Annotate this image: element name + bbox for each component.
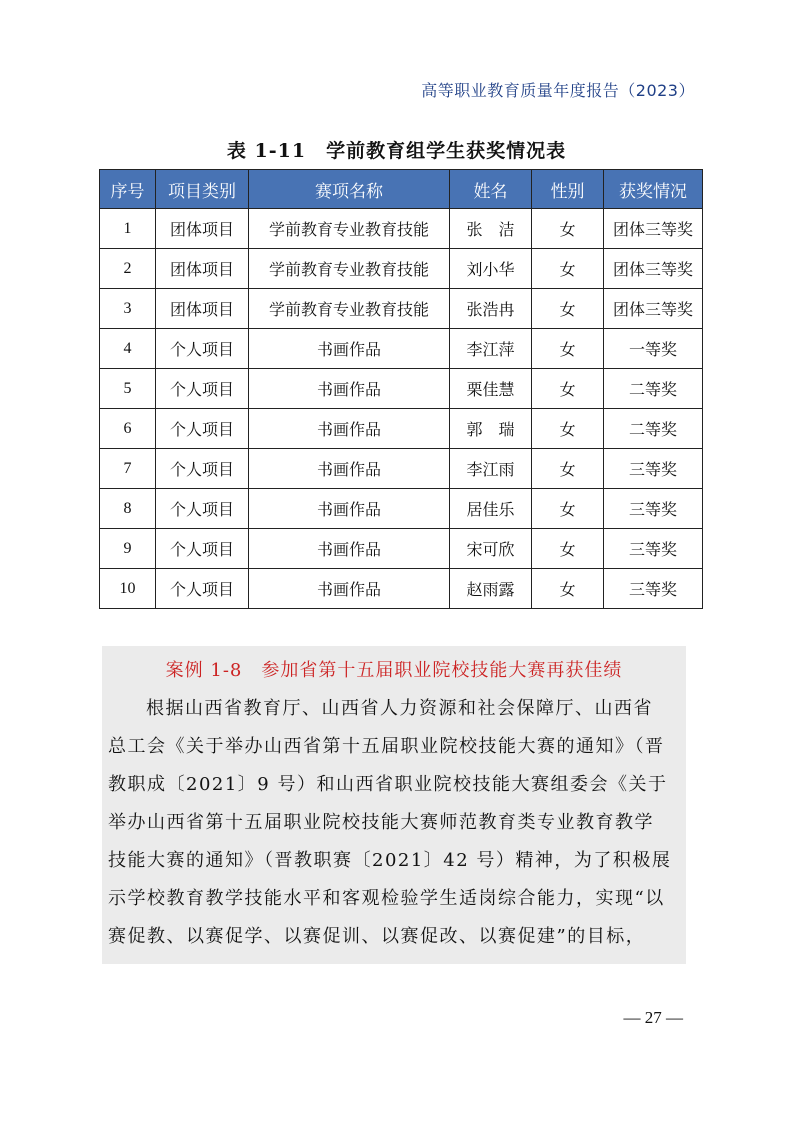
cell-event: 学前教育专业教育技能 — [249, 289, 450, 329]
cell-award: 二等奖 — [604, 369, 703, 409]
col-header-no: 序号 — [100, 170, 156, 209]
cell-event: 书画作品 — [249, 449, 450, 489]
cell-event: 学前教育专业教育技能 — [249, 209, 450, 249]
col-header-name: 姓名 — [450, 170, 532, 209]
awards-table — [99, 169, 703, 609]
cell-category: 个人项目 — [156, 449, 249, 489]
table-header-row — [100, 170, 703, 209]
col-header-category: 项目类别 — [156, 170, 249, 209]
cell-event: 书画作品 — [249, 369, 450, 409]
cell-category: 个人项目 — [156, 529, 249, 569]
cell-award: 二等奖 — [604, 409, 703, 449]
cell-no: 4 — [100, 329, 156, 369]
cell-category: 个人项目 — [156, 369, 249, 409]
cell-event: 学前教育专业教育技能 — [249, 249, 450, 289]
table-row — [100, 489, 703, 529]
cell-gender: 女 — [532, 249, 604, 289]
cell-no: 2 — [100, 249, 156, 289]
running-header: 高等职业教育质量年度报告（2023） — [421, 81, 695, 100]
cell-category: 个人项目 — [156, 489, 249, 529]
cell-name: 居佳乐 — [450, 489, 532, 529]
cell-name: 宋可欣 — [450, 529, 532, 569]
cell-award: 一等奖 — [604, 329, 703, 369]
cell-award: 三等奖 — [604, 569, 703, 609]
case-paragraph-line: 根据山西省教育厅、山西省人力资源和社会保障厅、山西省 — [146, 698, 653, 719]
cell-name: 张浩冉 — [450, 289, 532, 329]
case-paragraph-line: 总工会《关于举办山西省第十五届职业院校技能大赛的通知》（晋 — [108, 736, 665, 757]
cell-gender: 女 — [532, 569, 604, 609]
cell-no: 6 — [100, 409, 156, 449]
cell-gender: 女 — [532, 369, 604, 409]
cell-name: 张 洁 — [450, 209, 532, 249]
page-number: — 27 — — [623, 1008, 683, 1027]
cell-category: 团体项目 — [156, 289, 249, 329]
case-title: 案例 1-8 参加省第十五届职业院校技能大赛再获佳绩 — [165, 660, 623, 681]
case-paragraph-line: 教职成〔2021〕9 号）和山西省职业院校技能大赛组委会《关于 — [108, 774, 668, 795]
table-title: 表 1-11 学前教育组学生获奖情况表 — [226, 140, 567, 162]
case-paragraph-line: 技能大赛的通知》（晋教职赛〔2021〕42 号）精神，为了积极展 — [108, 850, 672, 871]
cell-name: 赵雨露 — [450, 569, 532, 609]
table-row — [100, 289, 703, 329]
cell-event: 书画作品 — [249, 409, 450, 449]
cell-gender: 女 — [532, 289, 604, 329]
cell-category: 团体项目 — [156, 209, 249, 249]
table-row — [100, 569, 703, 609]
table-row — [100, 449, 703, 489]
cell-event: 书画作品 — [249, 329, 450, 369]
cell-no: 3 — [100, 289, 156, 329]
cell-no: 7 — [100, 449, 156, 489]
cell-gender: 女 — [532, 209, 604, 249]
cell-gender: 女 — [532, 329, 604, 369]
cell-award: 三等奖 — [604, 449, 703, 489]
cell-gender: 女 — [532, 529, 604, 569]
table-body — [100, 209, 703, 609]
cell-name: 郭 瑞 — [450, 409, 532, 449]
cell-award: 团体三等奖 — [604, 209, 703, 249]
cell-event: 书画作品 — [249, 529, 450, 569]
cell-no: 10 — [100, 569, 156, 609]
table-row — [100, 249, 703, 289]
cell-no: 9 — [100, 529, 156, 569]
cell-name: 李江萍 — [450, 329, 532, 369]
col-header-award: 获奖情况 — [604, 170, 703, 209]
cell-event: 书画作品 — [249, 569, 450, 609]
case-paragraph-line: 示学校教育教学技能水平和客观检验学生适岗综合能力，实现“以 — [108, 888, 665, 909]
cell-gender: 女 — [532, 489, 604, 529]
cell-category: 个人项目 — [156, 569, 249, 609]
cell-event: 书画作品 — [249, 489, 450, 529]
table-row — [100, 409, 703, 449]
cell-gender: 女 — [532, 409, 604, 449]
cell-award: 团体三等奖 — [604, 249, 703, 289]
table-row — [100, 329, 703, 369]
cell-no: 5 — [100, 369, 156, 409]
cell-award: 团体三等奖 — [604, 289, 703, 329]
cell-category: 团体项目 — [156, 249, 249, 289]
col-header-event: 赛项名称 — [249, 170, 450, 209]
table-row — [100, 369, 703, 409]
cell-name: 刘小华 — [450, 249, 532, 289]
cell-category: 个人项目 — [156, 329, 249, 369]
case-paragraph-line: 赛促教、以赛促学、以赛促训、以赛促改、以赛促建”的目标， — [108, 926, 646, 947]
cell-award: 三等奖 — [604, 529, 703, 569]
cell-gender: 女 — [532, 449, 604, 489]
col-header-gender: 性别 — [532, 170, 604, 209]
cell-no: 1 — [100, 209, 156, 249]
case-paragraph-line: 举办山西省第十五届职业院校技能大赛师范教育类专业教育教学 — [108, 812, 654, 833]
cell-category: 个人项目 — [156, 409, 249, 449]
cell-name: 栗佳慧 — [450, 369, 532, 409]
cell-name: 李江雨 — [450, 449, 532, 489]
table-row — [100, 529, 703, 569]
cell-no: 8 — [100, 489, 156, 529]
cell-award: 三等奖 — [604, 489, 703, 529]
table-row — [100, 209, 703, 249]
